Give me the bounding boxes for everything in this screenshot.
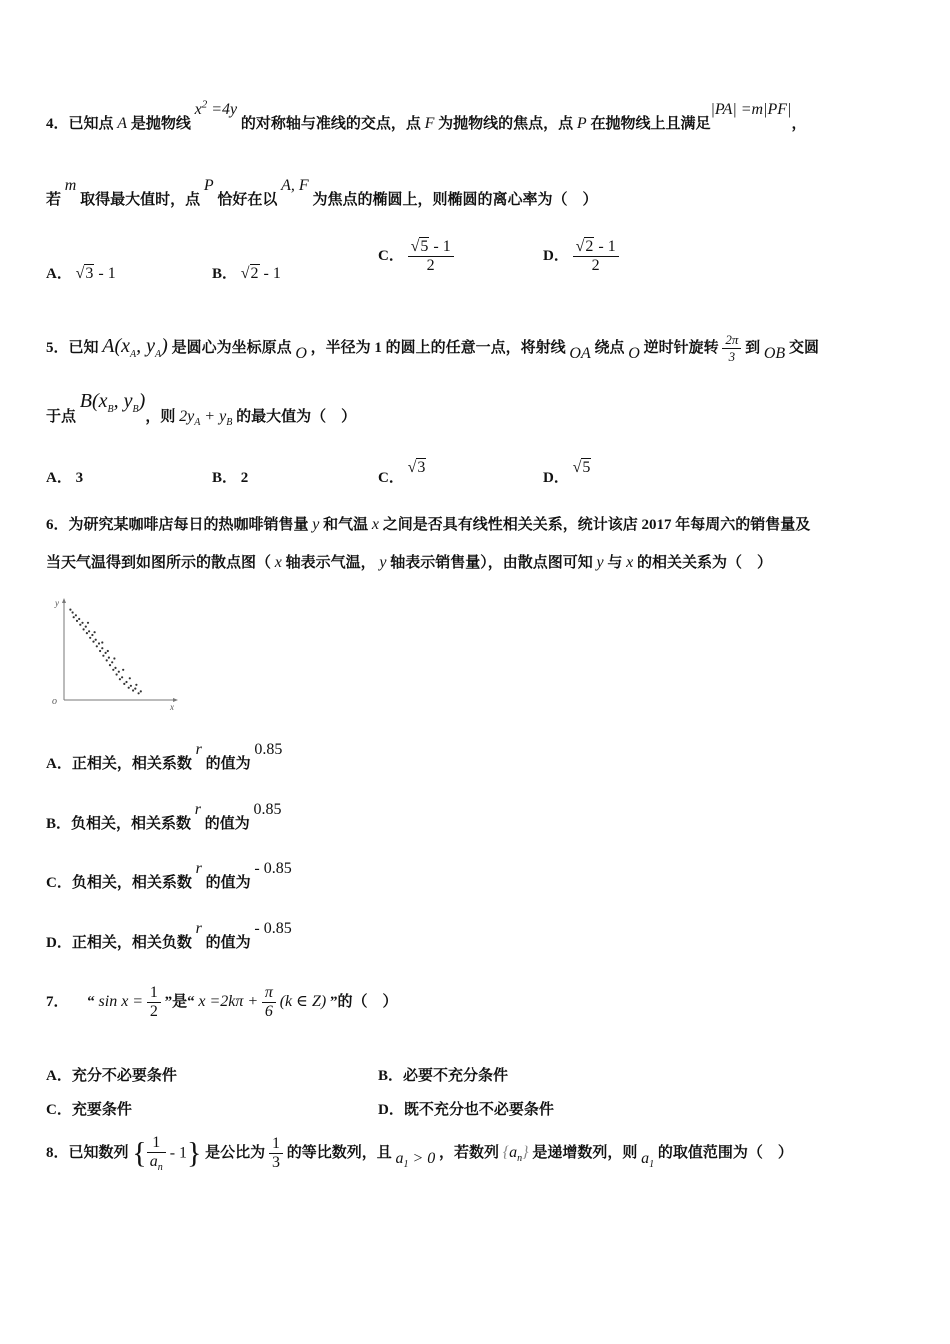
scatter-point	[135, 684, 137, 686]
scatter-point	[102, 655, 104, 657]
scatter-point	[109, 664, 111, 666]
q6-line1: 6．为研究某咖啡店每日的热咖啡销售量 y 和气温 x 之间是否具有线性相关关系，统计该店 2017 年每周六的销售量及	[46, 516, 811, 533]
scatter-point	[114, 667, 116, 669]
scatter-point	[138, 692, 140, 694]
q6-option-b: B．负相关，相关系数 r 的值为 0.85	[46, 801, 282, 832]
scatter-point	[128, 687, 130, 689]
scatter-point	[130, 685, 132, 687]
scatter-point	[118, 671, 120, 673]
scatter-point	[72, 611, 74, 613]
q5-line2: 于点 $B(x_B$, $y_B$)，则 $2y_A + y_B$ 的最大值为（ ）	[46, 390, 357, 429]
scatter-point	[106, 659, 108, 661]
scatter-point	[79, 624, 81, 626]
q7-option-a: A．充分不必要条件	[46, 1068, 177, 1084]
scatter-point	[122, 669, 124, 671]
q8-line: 8．已知数列 { $\frac{1}{a_n}$ - 1} 是公比为 $\frac{1}{3}$ 的等比数列，且 $a_1 > 0$ ，若数列 $\{a_n\}$ 是递增数列，则 $a_1$ 的取值范围为（ ）	[46, 1134, 793, 1174]
scatter-point	[119, 678, 121, 680]
scatter-point	[87, 622, 89, 624]
scatter-point	[98, 642, 100, 644]
scatter-point	[89, 637, 91, 639]
scatter-points	[69, 609, 142, 695]
scatter-point	[92, 641, 94, 643]
q4-line1: 4．已知点 A 是抛物线 $x^2 =4y$ 的对称轴与准线的交点，点 F 为抛物线的焦点，点 P 在抛物线上且满足|PA| =m|PF|，	[46, 98, 807, 132]
scatter-point	[123, 683, 125, 685]
q7-option-d: D．既不充分也不必要条件	[378, 1102, 554, 1118]
scatter-point	[101, 647, 103, 649]
scatter-point	[129, 677, 131, 679]
scatter-point	[78, 618, 80, 620]
y-axis-arrow	[62, 598, 66, 603]
scatter-point	[121, 676, 123, 678]
scatter-point	[140, 690, 142, 692]
scatter-point	[88, 630, 90, 632]
q6-option-d: D．正相关，相关负数 r 的值为 - 0.85	[46, 920, 292, 951]
q4-line2: 若 m 取得最大值时，点 P 恰好在以 A, F 为焦点的椭圆上，则椭圆的离心率为（ ）	[46, 177, 598, 208]
origin-label: o	[52, 696, 57, 707]
scatter-point	[91, 634, 93, 636]
x-axis-label: x	[170, 702, 174, 712]
scatter-point	[125, 681, 127, 683]
scatter-point	[99, 650, 101, 652]
q6-option-a: A．正相关，相关系数 r 的值为 0.85	[46, 741, 283, 772]
scatter-point	[111, 661, 113, 663]
scatter-point	[76, 620, 78, 622]
scatter-point	[69, 609, 71, 611]
q4-option-d: D． $\frac{√2 - 1}{2}$	[543, 238, 619, 275]
q4-option-c: C． $\frac{√5 - 1}{2}$	[378, 238, 454, 275]
scatter-point	[95, 639, 97, 641]
scatter-point	[73, 616, 75, 618]
scatter-point	[105, 652, 107, 654]
scatter-plot	[48, 596, 182, 714]
q7-line: 7． “ sin x = $\frac{1}{2}$ ”是“ x =2kπ + $\frac{\pi}{6}$ (k ∈ Z) ”的（ ）	[46, 984, 398, 1020]
q4-option-b: B． √2 - 1	[212, 265, 281, 282]
q5-option-b: B． 2	[212, 470, 249, 486]
scatter-point	[85, 626, 87, 628]
scatter-point	[108, 657, 110, 659]
q5-line1: 5．已知 $A(x_A$, $y_A$) 是圆心为坐标原点 O ，半径为 1 的圆上的任意一点，将射线 OA 绕点 O 逆时针旋转 $\frac{2\pi}{3}$ 到 OB 交圆	[46, 332, 819, 364]
scatter-point	[134, 688, 136, 690]
scatter-point	[101, 641, 103, 643]
q5-option-d: D． √5	[543, 459, 591, 486]
q6-option-c: C．负相关，相关系数 r 的值为 - 0.85	[46, 860, 292, 891]
scatter-point	[107, 650, 109, 652]
q5-option-c: C． √3	[378, 459, 426, 486]
scatter-point	[116, 673, 118, 675]
y-axis-label: y	[55, 598, 59, 608]
q6-line2: 当天气温得到如图所示的散点图（ x 轴表示气温， y 轴表示销售量），由散点图可知 y 与 x 的相关关系为（ ）	[46, 554, 773, 571]
q7-option-c: C．充要条件	[46, 1102, 132, 1118]
q5-option-a: A． 3	[46, 470, 84, 486]
scatter-point	[75, 614, 77, 616]
q7-option-b: B．必要不充分条件	[378, 1068, 509, 1084]
scatter-point	[132, 689, 134, 691]
scatter-point	[112, 669, 114, 671]
scatter-point	[86, 632, 88, 634]
scatter-point	[96, 645, 98, 647]
scatter-point	[113, 657, 115, 659]
scatter-point	[94, 631, 96, 633]
scatter-point	[83, 628, 85, 630]
scatter-point	[81, 622, 83, 624]
q4-option-a: A． √3 - 1	[46, 265, 116, 282]
